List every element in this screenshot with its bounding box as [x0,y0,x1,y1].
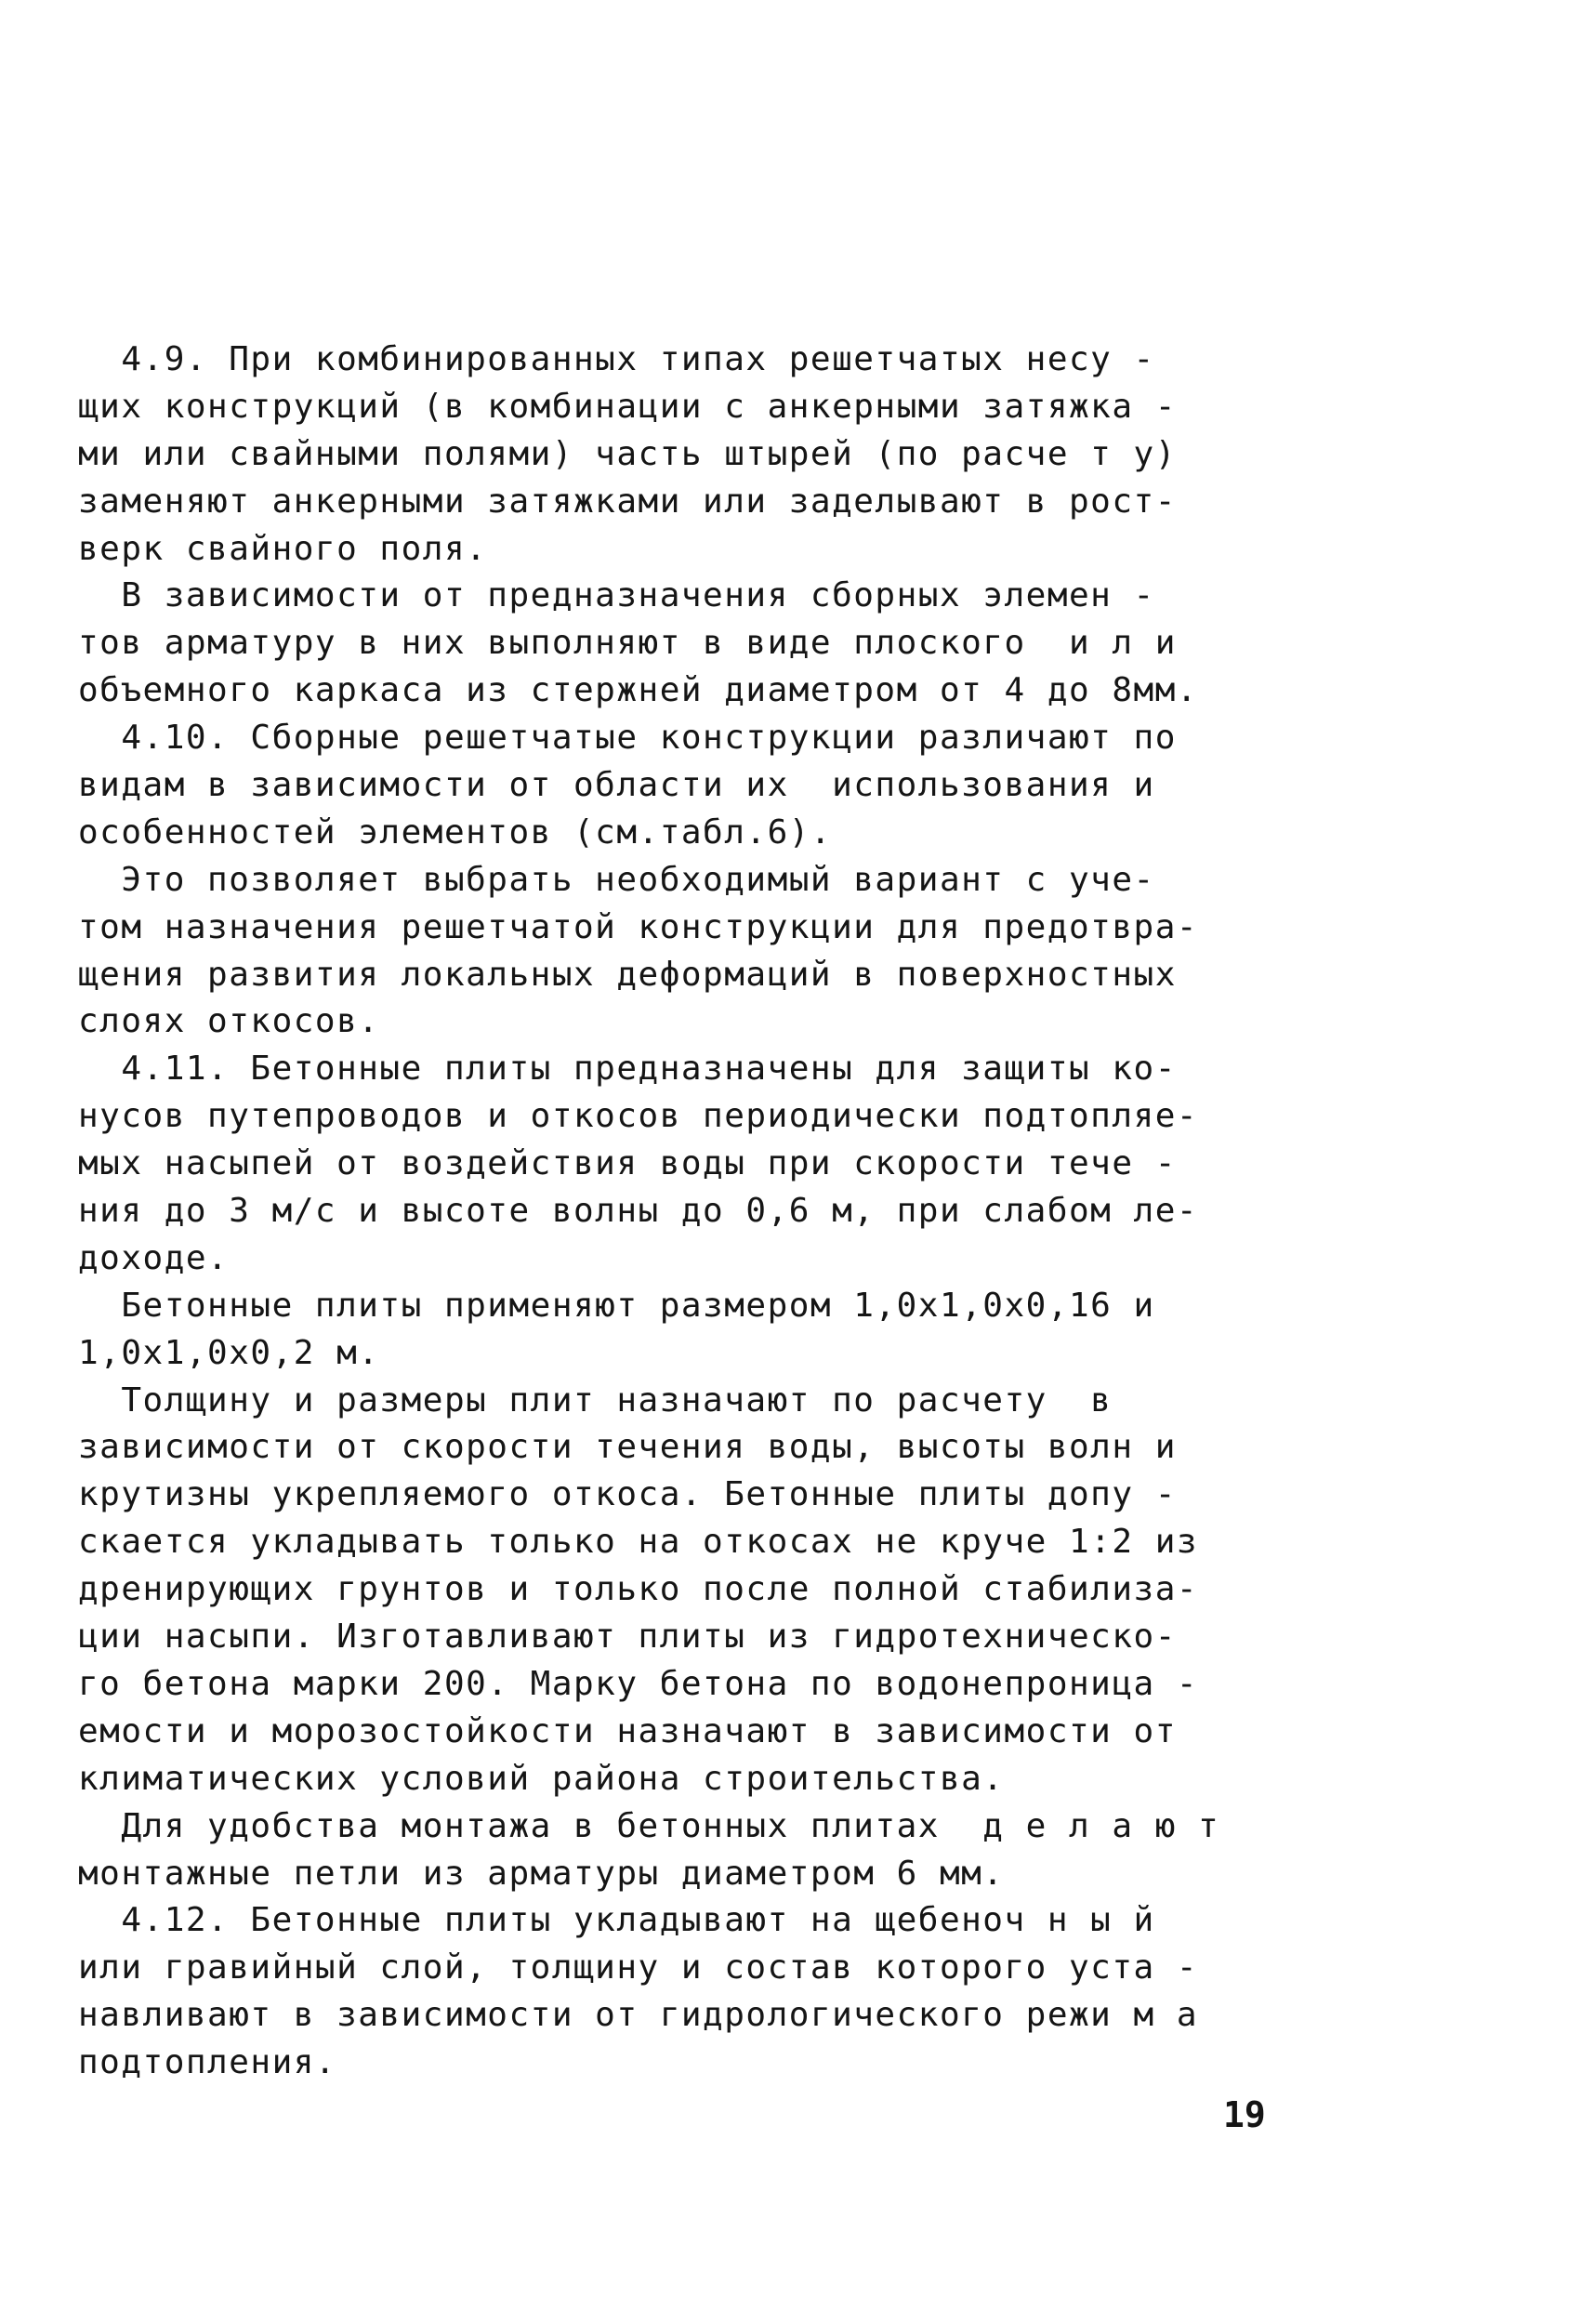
text-line: крутизны укрепляемого откоса. Бетонные плиты допу - [78,1475,1177,1514]
text-line: дренирующих грунтов и только после полной стабилиза- [78,1570,1199,1609]
text-line: климатических условий района строительства. [78,1759,1005,1798]
text-line: подтопления. [78,2043,337,2082]
text-line: го бетона марки 200. Марку бетона по водонепроница - [78,1664,1199,1703]
text-line: емости и морозостойкости назначают в зависимости от [78,1711,1177,1750]
text-line: том назначения решетчатой конструкции для предотвра- [78,907,1199,946]
body-text [78,337,1286,2087]
text-line: зависимости от скорости течения воды, высоты волн и [78,1428,1177,1467]
text-line: 1,0х1,0х0,2 м. [78,1333,380,1372]
text-line: скается укладывать только на откосах не круче 1:2 из [78,1523,1199,1562]
text-line: щих конструкций (в комбинации с анкерными затяжка - [78,387,1177,426]
text-line: тов арматуру в них выполняют в виде плоского и л и [78,624,1177,663]
text-line: 4.10. Сборные решетчатые конструкции различают по [78,719,1177,758]
text-line: монтажные петли из арматуры диаметром 6 мм. [78,1854,1005,1893]
page-number: 19 [1223,2094,1266,2135]
text-line: навливают в зависимости от гидрологического режи м а [78,1996,1199,2035]
text-line: Это позволяет выбрать необходимый вариант с уче- [78,860,1155,899]
text-line: объемного каркаса из стержней диаметром от 4 до 8мм. [78,671,1199,710]
text-line: или гравийный слой, толщину и состав которого уста - [78,1948,1199,1987]
text-line: верк свайного поля. [78,529,488,568]
text-line: ния до 3 м/с и высоте волны до 0,6 м, при слабом ле- [78,1192,1199,1231]
text-line: Бетонные плиты применяют размером 1,0х1,0х0,16 и [78,1286,1155,1325]
text-line: доходе. [78,1238,230,1277]
text-line: ции насыпи. Изготавливают плиты из гидротехническо- [78,1618,1177,1657]
text-line: особенностей элементов (см.табл.6). [78,812,833,852]
text-line: ми или свайными полями) часть штырей (по расче т у) [78,434,1177,473]
text-line: заменяют анкерными затяжками или заделывают в рост- [78,482,1177,521]
text-line: 4.12. Бетонные плиты укладывают на щебеноч н ы й [78,1901,1155,1940]
text-line: 4.11. Бетонные плиты предназначены для защиты ко- [78,1050,1177,1089]
text-line: Для удобства монтажа в бетонных плитах д е л а ю т [78,1806,1220,1845]
text-line: Толщину и размеры плит назначают по расчету в [78,1380,1113,1419]
text-line: нусов путепроводов и откосов периодически подтопляе- [78,1097,1199,1136]
text-line: слоях откосов. [78,1002,380,1041]
text-line: видам в зависимости от области их использования и [78,766,1155,805]
text-line: В зависимости от предназначения сборных элемен - [78,576,1155,615]
text-line: мых насыпей от воздействия воды при скорости тече - [78,1144,1177,1183]
text-line: 4.9. При комбинированных типах решетчатых несу - [78,340,1155,378]
text-line: щения развития локальных деформаций в поверхностных [78,955,1177,994]
